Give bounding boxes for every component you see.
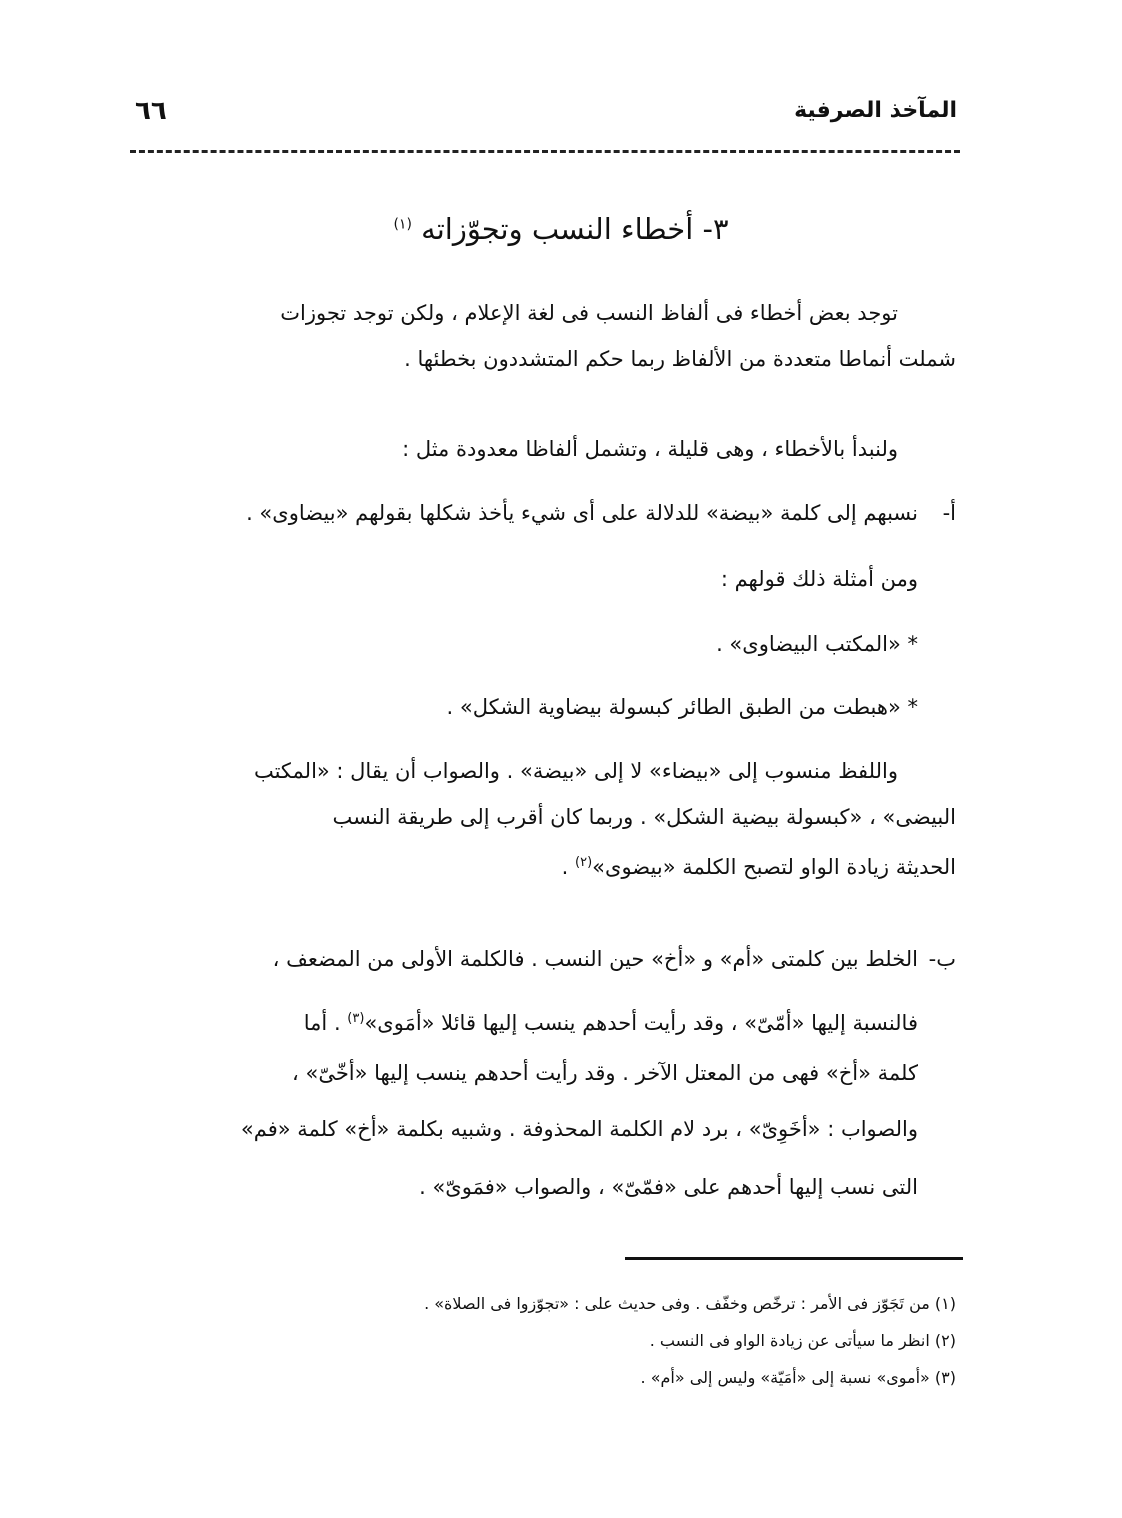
footnote-ref-3: (٣) — [347, 1011, 365, 1026]
item-b-text: الخلط بين كلمتى «أم» و «أخ» حين النسب . فالكلمة الأولى من المضعف ، — [272, 947, 918, 971]
explanation-line-1: واللفظ منسوب إلى «بيضاء» لا إلى «بيضة» . والصواب أن يقال : «المكتب — [253, 759, 898, 783]
footnote-3: (٣) «أموى» نسبة إلى «أمَيّة» وليس إلى «أم» . — [640, 1368, 956, 1387]
header-divider — [130, 150, 960, 153]
item-b-line-2-end: . أما — [303, 1011, 348, 1035]
item-a-marker: أ- — [942, 501, 956, 525]
explanation-line-2: البيضى» ، «كبسولة بيضية الشكل» . وربما كان أقرب إلى طريقة النسب — [332, 805, 956, 829]
footnote-2: (٢) انظر ما سيأتى عن زيادة الواو فى النسب . — [649, 1331, 956, 1350]
intro-line-2: شملت أنماطا متعددة من الألفاظ ربما حكم المتشددون بخطئها . — [404, 347, 956, 371]
intro-paragraph — [138, 290, 956, 382]
item-b-line-2-text: فالنسبة إليها «أمّىّ» ، وقد رأيت أحدهم ينسب إليها قائلا «أمَوى» — [364, 1011, 918, 1035]
footnote-ref-2: (٢) — [575, 855, 593, 870]
item-b-line-4: والصواب : «أخَوِىّ» ، برد لام الكلمة المحذوفة . وشبيه بكلمة «أخ» كلمة «فم» — [240, 1117, 918, 1141]
item-a-text: نسبهم إلى كلمة «بيضة» للدلالة على أى شيء يأخذ شكلها بقولهم «بيضاوى» . — [246, 501, 918, 525]
section-heading-text: ٣- أخطاء النسب وتجوّزاته — [421, 212, 729, 246]
page-number: ٦٦ — [135, 96, 167, 126]
item-b-line-2 — [138, 996, 918, 1046]
explanation-line-3 — [138, 840, 956, 890]
running-header — [135, 98, 957, 138]
explanation-line-3-text: الحديثة زيادة الواو لتصبح الكلمة «بيضوى» — [592, 855, 956, 879]
item-a-first-line — [138, 490, 956, 536]
explanation-line-3-end: . — [561, 855, 576, 879]
footnote-divider — [625, 1257, 963, 1260]
item-a-second-line: ومن أمثلة ذلك قولهم : — [720, 567, 918, 591]
section-heading — [0, 212, 1122, 246]
footnote-1: (١) من تَجَوّز فى الأمر : ترخّص وخفّف . وفى حديث على : «تجوّزوا فى الصلاة» . — [424, 1294, 956, 1313]
footnotes — [260, 1285, 956, 1396]
example-1: * «المكتب البيضاوى» . — [716, 632, 918, 656]
example-2: * «هبطت من الطبق الطائر كبسولة بيضاوية الشكل» . — [446, 695, 918, 719]
item-b-first-line — [138, 936, 956, 982]
section-footnote-ref: (١) — [393, 216, 412, 233]
chapter-title: المآخذ الصرفية — [794, 98, 957, 123]
intro-line-1: توجد بعض أخطاء فى ألفاظ النسب فى لغة الإعلام ، ولكن توجد تجوزات — [280, 301, 898, 325]
item-b-line-5: التى نسب إليها أحدهم على «فمّىّ» ، والصواب «فمَوىّ» . — [419, 1175, 918, 1199]
item-b-line-3: كلمة «أخ» فهى من المعتل الآخر . وقد رأيت أحدهم ينسب إليها «أخّىّ» ، — [292, 1061, 918, 1085]
lead-paragraph — [138, 426, 956, 472]
item-a-explanation — [138, 748, 956, 890]
item-b-marker: ب- — [928, 947, 956, 971]
lead-line: ولنبدأ بالأخطاء ، وهى قليلة ، وتشمل ألفاظا معدودة مثل : — [402, 437, 898, 461]
